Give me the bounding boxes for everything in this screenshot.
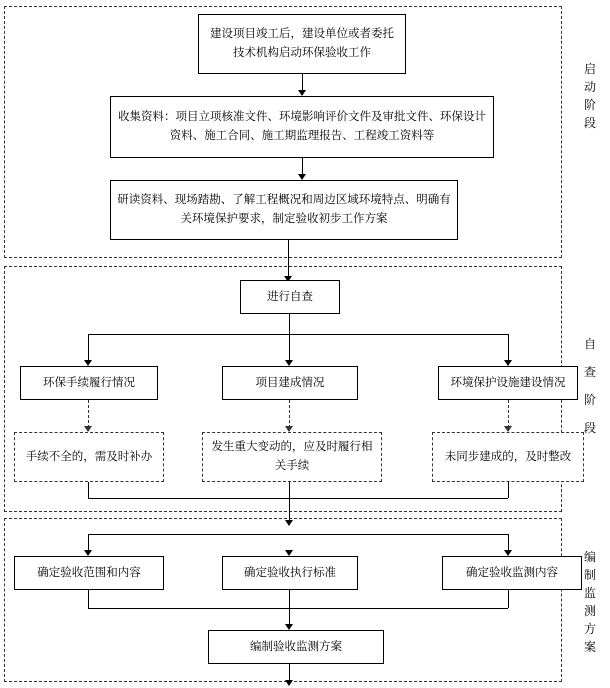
stage-label-char: 段 — [583, 116, 596, 130]
node-collect-materials[interactable] — [110, 96, 494, 158]
node-incomplete-procedures[interactable] — [14, 432, 164, 482]
node-text: 编制验收监测方案 — [250, 640, 342, 653]
node-env-facility-status[interactable] — [438, 366, 578, 400]
node-text: 环保手续履行情况 — [43, 376, 135, 389]
node-define-monitoring-content[interactable] — [442, 556, 582, 590]
connector-line — [508, 334, 509, 362]
node-project-completion-status[interactable] — [222, 366, 358, 400]
stage-label-char: 案 — [583, 640, 596, 654]
arrow-head — [285, 680, 293, 686]
node-text: 确定验收执行标准 — [244, 566, 336, 579]
node-text: 确定验收范围和内容 — [37, 566, 141, 579]
node-text: 手续不全的，需及时补办 — [25, 450, 153, 463]
connector-line — [508, 482, 509, 498]
node-env-procedures-status[interactable] — [20, 366, 158, 400]
connector-line — [289, 482, 290, 498]
node-define-standards[interactable] — [222, 556, 358, 590]
node-compile-monitoring-plan[interactable] — [208, 630, 384, 664]
stage-label-selfcheck — [575, 330, 605, 442]
node-text: 进行自查 — [267, 290, 313, 303]
node-text: 发生重大变动的，应及时履行相关手续 — [211, 441, 373, 472]
node-self-inspection[interactable] — [240, 280, 340, 314]
stage-label-char: 段 — [583, 421, 596, 435]
connector-line — [88, 608, 508, 609]
connector-line — [88, 482, 89, 498]
stage-label-char: 自 — [583, 337, 596, 351]
node-text: 未同步建成的，及时整改 — [444, 450, 572, 463]
node-major-change-procedures[interactable] — [202, 432, 382, 482]
connector-line — [88, 334, 89, 362]
node-text: 收集资料：项目立项核准文件、环境影响评价文件及审批文件、环保设计资料、施工合同、施工期监理报告、工程竣工资料等 — [118, 111, 486, 142]
connector-line-dashed — [289, 400, 290, 428]
stage-label-char: 阶 — [583, 98, 596, 112]
node-text: 建设项目竣工后，建设单位或者委托技术机构启动环保验收工作 — [210, 28, 394, 59]
stage-label-char: 方 — [583, 622, 596, 636]
connector-line — [88, 590, 89, 608]
node-study-materials-plan[interactable] — [110, 180, 458, 240]
connector-line — [289, 314, 290, 334]
stage-label-char: 监 — [583, 586, 596, 600]
node-start-acceptance-work[interactable] — [198, 14, 406, 74]
stage-label-char: 查 — [583, 365, 596, 379]
connector-line — [88, 334, 508, 335]
connector-line — [508, 590, 509, 608]
stage-label-char: 测 — [583, 604, 596, 618]
connector-line-dashed — [88, 400, 89, 428]
node-text: 环境保护设施建设情况 — [450, 376, 566, 389]
node-text: 确定验收监测内容 — [466, 566, 558, 579]
connector-line — [88, 534, 508, 535]
node-define-scope-content[interactable] — [14, 556, 164, 590]
stage-label-char: 制 — [583, 568, 596, 582]
stage-label-char: 阶 — [583, 393, 596, 407]
node-text: 项目建成情况 — [255, 376, 325, 389]
stage-label-startup — [575, 60, 605, 132]
connector-line — [88, 498, 508, 499]
node-text: 研读资料、现场踏勘、了解工程概况和周边区域环境特点、明确有关环境保护要求，制定验收初步工作方案 — [117, 194, 451, 225]
stage-label-char: 编 — [583, 550, 596, 564]
connector-line — [289, 590, 290, 608]
stage-label-char: 动 — [583, 80, 596, 94]
node-not-built-rectify[interactable] — [432, 432, 584, 482]
connector-line-dashed — [508, 400, 509, 428]
connector-line — [289, 334, 290, 362]
stage-label-char: 启 — [583, 62, 596, 76]
